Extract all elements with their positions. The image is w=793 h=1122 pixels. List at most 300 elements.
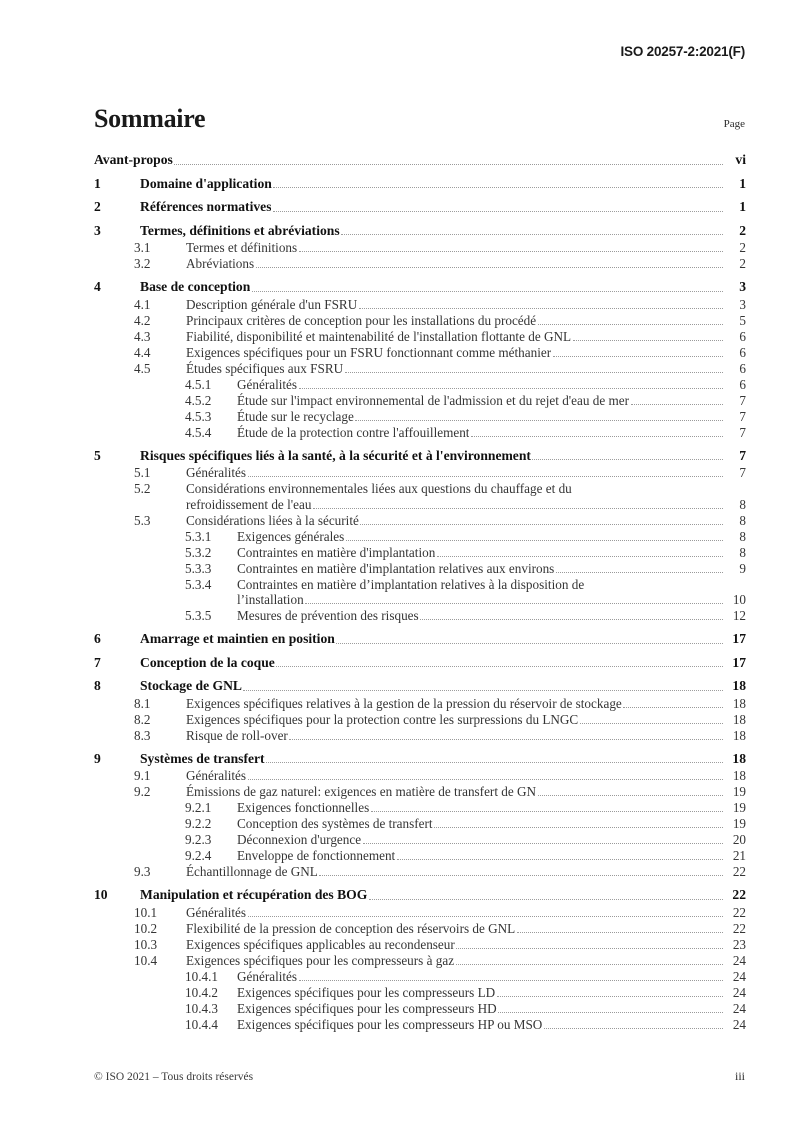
toc-page-number: 8 — [739, 544, 746, 560]
toc-entry-label: Enveloppe de fonctionnement — [237, 848, 396, 863]
toc-entry[interactable] — [94, 513, 746, 529]
toc-entry-line — [186, 937, 746, 953]
toc-entry-body — [186, 313, 746, 329]
toc-entry[interactable] — [94, 969, 746, 985]
toc-page-number: 22 — [732, 887, 746, 902]
toc-entry-line — [186, 297, 746, 313]
toc-entry-label: Généralités — [186, 768, 247, 783]
toc-entry-number: 4.5.2 — [185, 392, 212, 408]
toc-entry-label: Exigences générales — [237, 528, 345, 544]
dot-leader — [471, 435, 723, 437]
toc-entry[interactable] — [94, 887, 746, 904]
page-footer — [94, 1069, 745, 1084]
toc-entry[interactable] — [94, 345, 746, 361]
toc-page-number: 24 — [732, 984, 746, 1000]
toc-entry-body — [237, 985, 746, 1001]
toc-entry-line — [237, 848, 746, 864]
dot-leader — [299, 979, 723, 981]
toc-entry-line — [186, 329, 746, 345]
toc-entry-line — [186, 728, 746, 744]
toc-entry-number: 3.2 — [134, 256, 151, 271]
toc-entry-label: Considérations environnementales liées aux questions du chauffage et du — [186, 481, 572, 496]
toc-entry-number: 9.2 — [134, 784, 151, 799]
toc-page-number: 6 — [739, 328, 746, 344]
toc-entry-number: 5.2 — [134, 481, 151, 496]
toc-entry-body — [94, 152, 746, 168]
toc-entry-number: 10.4.4 — [185, 1016, 218, 1032]
toc-entry-label: Avant-propos — [94, 152, 173, 167]
toc-entry-label: Généralités — [186, 904, 247, 920]
toc-entry-label: Description générale d'un FSRU — [186, 296, 358, 312]
dot-leader — [299, 250, 723, 252]
dot-leader — [289, 738, 722, 740]
toc-entry-line — [140, 655, 746, 671]
toc-page-number: 7 — [739, 392, 746, 408]
toc-page-number: 17 — [732, 654, 746, 670]
dot-leader — [538, 323, 723, 325]
toc-page-number: 18 — [732, 695, 746, 711]
toc-entry[interactable] — [94, 279, 746, 296]
toc-entry-body — [237, 393, 746, 409]
toc-entry-body — [237, 545, 746, 561]
dot-leader — [456, 963, 723, 965]
dot-leader — [346, 539, 723, 541]
toc-entry-label: Amarrage et maintien en position — [140, 631, 335, 646]
toc-entry-number: 9.1 — [134, 768, 151, 783]
toc-entry-label: Conception de la coque — [140, 654, 275, 670]
toc-entry-line — [186, 696, 746, 712]
toc-entry[interactable] — [94, 529, 746, 545]
toc-page-number: 18 — [732, 768, 746, 783]
toc-entry-number: 9.2.2 — [185, 816, 212, 831]
toc-entry-line — [140, 279, 746, 295]
toc-entry[interactable] — [94, 577, 746, 609]
toc-page-number: 22 — [732, 920, 746, 936]
toc-entry-body — [186, 937, 746, 953]
toc-entry-body — [237, 1017, 746, 1033]
toc-entry[interactable] — [94, 223, 746, 240]
toc-page-number: 23 — [732, 936, 746, 952]
toc-entry-line — [237, 969, 746, 985]
toc-page-number: 5 — [739, 312, 746, 328]
toc-entry[interactable] — [94, 409, 746, 425]
toc-entry-label: Principaux critères de conception pour les installations du procédé — [186, 312, 537, 328]
toc-entry-label: Exigences spécifiques pour les compresseurs HP ou MSO — [237, 1016, 543, 1032]
toc-entry-line — [237, 393, 746, 409]
toc-entry[interactable] — [94, 393, 746, 409]
toc-page-number: 18 — [732, 750, 746, 766]
toc-entry-body — [237, 816, 746, 832]
toc-entry-label: Base de conception — [140, 279, 251, 294]
toc-entry-number: 9.2.4 — [185, 848, 212, 863]
toc-entry-body — [186, 481, 746, 512]
toc-entry[interactable] — [94, 832, 746, 848]
toc-entry[interactable] — [94, 905, 746, 921]
toc-entry-line — [140, 448, 746, 464]
toc-entry-label: Exigences spécifiques pour les compresseurs LD — [237, 984, 496, 1000]
dot-leader — [538, 794, 723, 796]
toc-entry-line — [186, 361, 746, 377]
toc-entry-label: Généralités — [186, 465, 247, 480]
dot-leader — [456, 947, 722, 949]
toc-entry-number: 4.3 — [134, 328, 151, 344]
toc-page-number: 18 — [732, 678, 746, 693]
toc-entry[interactable] — [94, 678, 746, 695]
toc-entry-label: Risque de roll-over — [186, 727, 288, 743]
toc-entry[interactable] — [94, 985, 746, 1001]
toc-entry-line — [140, 631, 746, 647]
toc-entry-body — [237, 1001, 746, 1017]
toc-entry-body — [140, 678, 746, 694]
toc-entry-body — [186, 329, 746, 345]
toc-entry-label: Manipulation et récupération des BOG — [140, 887, 368, 902]
toc-page-number: 1 — [739, 175, 746, 191]
toc-entry[interactable] — [94, 953, 746, 969]
toc-entry-body — [186, 905, 746, 921]
toc-entry-label-continued: l’installation — [237, 592, 304, 607]
toc-entry-label: Conception des systèmes de transfert — [237, 816, 433, 831]
dot-leader — [273, 186, 722, 188]
toc-entry-number: 8.2 — [134, 711, 151, 727]
toc-entry-number: 5 — [94, 447, 101, 463]
toc-entry-label: Études spécifiques aux FSRU — [186, 360, 344, 376]
toc-page-number: 7 — [739, 424, 746, 440]
toc-entry-number: 10.2 — [134, 920, 158, 936]
dot-leader — [252, 290, 723, 292]
toc-page-number: 24 — [732, 1016, 746, 1032]
dot-leader — [174, 163, 722, 165]
toc-entry-number: 3.1 — [134, 240, 151, 255]
toc-entry-number: 10 — [94, 887, 108, 902]
toc-entry-body — [237, 969, 746, 985]
toc-page-number: 3 — [739, 279, 746, 294]
toc-entry-line — [186, 768, 746, 784]
toc-entry-number: 10.4 — [134, 952, 158, 968]
toc-entry-line — [186, 313, 746, 329]
toc-entry-line — [186, 465, 746, 481]
dot-leader — [363, 842, 723, 844]
dot-leader — [556, 571, 723, 573]
toc-page-number: 8 — [739, 496, 746, 512]
toc-entry[interactable] — [94, 848, 746, 864]
toc-page-number: 21 — [732, 848, 746, 863]
toc-entry-line — [237, 529, 746, 545]
document-reference-header: ISO 20257-2:2021(F) — [620, 44, 745, 59]
toc-entry-line — [186, 481, 746, 497]
toc-entry[interactable] — [94, 784, 746, 800]
toc-page-number: 24 — [732, 952, 746, 968]
toc-entry[interactable] — [94, 313, 746, 329]
toc-entry-line — [237, 377, 746, 393]
toc-entry[interactable] — [94, 751, 746, 768]
toc-entry[interactable] — [94, 768, 746, 784]
toc-entry[interactable] — [94, 1001, 746, 1017]
toc-entry[interactable] — [94, 297, 746, 313]
toc-entry[interactable] — [94, 465, 746, 481]
toc-page-number: 9 — [739, 560, 746, 576]
toc-entry-number: 7 — [94, 654, 101, 670]
toc-entry-number: 2 — [94, 199, 101, 214]
toc-entry-number: 6 — [94, 631, 101, 646]
toc-entry-label: Exigences fonctionnelles — [237, 800, 370, 815]
toc-page-number: 19 — [732, 800, 746, 815]
toc-entry-line — [140, 199, 746, 215]
dot-leader — [371, 810, 723, 812]
dot-leader — [544, 1027, 723, 1029]
dot-leader — [623, 706, 722, 708]
toc-entry-label: Émissions de gaz naturel: exigences en matière de transfert de GN — [186, 784, 537, 799]
toc-entry-number: 4.4 — [134, 344, 151, 360]
toc-entry-label: Généralités — [237, 968, 298, 984]
toc-entry-line — [186, 240, 746, 256]
toc-entry-line — [186, 345, 746, 361]
toc-entry-label: Termes et définitions — [186, 240, 298, 255]
dot-leader — [336, 642, 722, 644]
dot-leader — [580, 722, 723, 724]
toc-entry-line — [237, 800, 746, 816]
toc-entry[interactable] — [94, 256, 746, 272]
toc-entry[interactable] — [94, 561, 746, 577]
toc-entry-number: 9.2.3 — [185, 832, 212, 847]
toc-entry-body — [140, 631, 746, 647]
toc-entry-line — [140, 176, 746, 192]
toc-entry-body — [186, 953, 746, 969]
toc-entry-label: Généralités — [237, 376, 298, 392]
toc-entry[interactable] — [94, 696, 746, 712]
toc-entry-number: 5.3.5 — [185, 608, 212, 623]
toc-entry[interactable] — [94, 545, 746, 561]
dot-leader — [313, 507, 723, 509]
toc-entry-line — [186, 921, 746, 937]
toc-entry-line — [186, 864, 746, 880]
toc-entry[interactable] — [94, 864, 746, 880]
dot-leader — [273, 210, 723, 212]
toc-page-number: 19 — [732, 784, 746, 799]
toc-page-number: 7 — [739, 465, 746, 480]
toc-entry-line-continued — [237, 592, 746, 608]
toc-entry-line — [140, 223, 746, 239]
toc-entry-label: Étude de la protection contre l'affouillement — [237, 424, 470, 440]
toc-entry[interactable] — [94, 1017, 746, 1033]
toc-entry-body — [186, 864, 746, 880]
dot-leader — [573, 339, 723, 341]
toc-entry-body — [186, 256, 746, 272]
toc-entry-label: Contraintes en matière d'implantation relatives aux environs — [237, 560, 555, 576]
toc-entry-line — [237, 608, 746, 624]
toc-entry-label: Stockage de GNL — [140, 678, 242, 693]
toc-entry[interactable] — [94, 199, 746, 216]
folio-number: iii — [734, 1069, 745, 1083]
toc-page-number: 6 — [739, 360, 746, 376]
toc-entry-number: 4.5.3 — [185, 408, 212, 424]
toc-entry-number: 10.4.3 — [185, 1000, 218, 1016]
page-column-label: Page — [723, 118, 745, 130]
toc-entry-number: 8.3 — [134, 727, 151, 743]
toc-entry-number: 10.4.2 — [185, 984, 218, 1000]
dot-leader — [360, 523, 722, 525]
toc-entry[interactable] — [94, 176, 746, 193]
dot-leader — [243, 689, 722, 691]
toc-entry-label: Exigences spécifiques pour un FSRU fonctionnant comme méthanier — [186, 344, 552, 360]
toc-entry[interactable] — [94, 377, 746, 393]
toc-entry-line — [186, 905, 746, 921]
toc-entry[interactable] — [94, 712, 746, 728]
dot-leader — [256, 266, 723, 268]
toc-entry-label: Exigences spécifiques pour les compresseurs à gaz — [186, 952, 455, 968]
toc-entry-line — [237, 561, 746, 577]
toc-page-number: 2 — [739, 256, 746, 271]
toc-entry-body — [140, 223, 746, 239]
toc-entry-body — [237, 529, 746, 545]
toc-entry-body — [140, 448, 746, 464]
toc-entry-body — [140, 655, 746, 671]
toc-entry-label: Contraintes en matière d'implantation — [237, 544, 436, 560]
toc-entry[interactable] — [94, 481, 746, 513]
toc-entry-line — [186, 513, 746, 529]
toc-entry-line — [237, 577, 746, 593]
toc-entry-body — [237, 832, 746, 848]
toc-entry-label: Contraintes en matière d’implantation relatives à la disposition de — [237, 576, 585, 592]
toc-page-number: 10 — [732, 592, 746, 607]
toc-entry-number: 9 — [94, 750, 101, 766]
dot-leader — [369, 898, 723, 900]
dot-leader — [266, 761, 722, 763]
toc-entry-body — [186, 345, 746, 361]
dot-leader — [248, 778, 723, 780]
toc-entry-line — [237, 545, 746, 561]
toc-page-number: 2 — [739, 222, 746, 238]
toc-entry-number: 5.1 — [134, 465, 151, 480]
toc-entry-body — [140, 751, 746, 767]
dot-leader — [532, 458, 722, 460]
toc-entry-body — [186, 240, 746, 256]
toc-entry-label: Exigences spécifiques relatives à la gestion de la pression du réservoir de stockage — [186, 695, 622, 711]
toc-page-number: vi — [735, 152, 746, 167]
toc-entry-body — [186, 712, 746, 728]
toc-entry-line — [237, 409, 746, 425]
copyright-notice: © ISO 2021 – Tous droits réservés — [94, 1071, 254, 1083]
toc-entry-number: 10.3 — [134, 936, 158, 952]
toc-page-number: 8 — [739, 528, 746, 544]
toc-entry[interactable] — [94, 655, 746, 672]
toc-page-number: 3 — [739, 296, 746, 312]
toc-entry-label: Systèmes de transfert — [140, 750, 265, 766]
toc-entry-body — [186, 513, 746, 529]
toc-entry-body — [186, 297, 746, 313]
dot-leader — [359, 307, 723, 309]
toc-entry-number: 8 — [94, 678, 101, 693]
toc-entry-body — [186, 728, 746, 744]
dot-leader — [345, 371, 723, 373]
toc-entry-number: 3 — [94, 222, 101, 238]
toc-page-number: 6 — [739, 344, 746, 360]
toc-entry-line — [140, 751, 746, 767]
toc-page-number: 22 — [732, 904, 746, 920]
toc-entry[interactable] — [94, 816, 746, 832]
toc-entry[interactable] — [94, 448, 746, 465]
toc-page-number: 19 — [732, 816, 746, 831]
toc-page-number: 7 — [739, 447, 746, 463]
toc-page-number: 22 — [732, 864, 746, 879]
toc-page-number: 24 — [732, 968, 746, 984]
toc-entry[interactable] — [94, 240, 746, 256]
toc-entry-body — [186, 465, 746, 481]
toc-entry[interactable] — [94, 425, 746, 441]
toc-entry-body — [237, 848, 746, 864]
toc-entry-line-continued — [186, 497, 746, 513]
toc-page-number: 18 — [732, 727, 746, 743]
toc-entry-line — [237, 832, 746, 848]
toc-entry-number: 8.1 — [134, 695, 151, 711]
toc-entry[interactable] — [94, 937, 746, 953]
toc-entry-line — [186, 256, 746, 272]
toc-entry-body — [140, 887, 746, 903]
toc-entry-line — [186, 784, 746, 800]
toc-entry-label: Termes, définitions et abréviations — [140, 222, 340, 238]
toc-entry[interactable] — [94, 631, 746, 648]
toc-page-number: 1 — [739, 199, 746, 214]
toc-entry-number: 4.5.4 — [185, 424, 212, 440]
toc-entry-number: 5.3 — [134, 512, 151, 528]
toc-entry-number: 4.5 — [134, 360, 151, 376]
toc-entry-body — [140, 176, 746, 192]
toc-title-row — [94, 104, 745, 134]
toc-entry-label: Exigences spécifiques pour la protection contre les surpressions du LNGC — [186, 711, 579, 727]
toc-entry-line — [186, 953, 746, 969]
toc-entry-label: Abréviations — [186, 256, 255, 271]
toc-entry-label: Étude sur le recyclage — [237, 408, 354, 424]
toc-entry-body — [237, 425, 746, 441]
toc-entry-number: 9.2.1 — [185, 800, 212, 815]
toc-page-number: 18 — [732, 711, 746, 727]
toc-entry-body — [140, 199, 746, 215]
toc-entry-number: 9.3 — [134, 864, 151, 879]
toc-entry[interactable] — [94, 800, 746, 816]
toc-entry-line — [186, 712, 746, 728]
toc-entry[interactable] — [94, 361, 746, 377]
page-title: Sommaire — [94, 104, 206, 133]
toc-entry-body — [186, 768, 746, 784]
toc-entry-label: Exigences spécifiques pour les compresseurs HD — [237, 1000, 497, 1016]
toc-entry-label: Considérations liées à la sécurité — [186, 512, 359, 528]
dot-leader — [299, 387, 723, 389]
toc-entry[interactable] — [94, 329, 746, 345]
dot-leader — [305, 602, 722, 604]
toc-page-number: 24 — [732, 1000, 746, 1016]
toc-entry[interactable] — [94, 921, 746, 937]
dot-leader — [631, 403, 723, 405]
toc-entry-body — [186, 696, 746, 712]
dot-leader — [248, 915, 723, 917]
dot-leader — [497, 995, 723, 997]
toc-page-number: 8 — [739, 512, 746, 528]
toc-entry[interactable] — [94, 152, 746, 169]
toc-entry-body — [237, 561, 746, 577]
dot-leader — [397, 858, 723, 860]
dot-leader — [498, 1011, 722, 1013]
toc-page-number: 2 — [739, 240, 746, 255]
toc-entry-body — [237, 577, 746, 608]
dot-leader — [553, 355, 723, 357]
toc-entry-line — [140, 678, 746, 694]
toc-entry[interactable] — [94, 608, 746, 624]
dot-leader — [276, 665, 722, 667]
toc-entry-line — [237, 985, 746, 1001]
toc-entry-line — [94, 152, 746, 168]
dot-leader — [341, 233, 722, 235]
toc-entry[interactable] — [94, 728, 746, 744]
toc-entry-body — [237, 377, 746, 393]
